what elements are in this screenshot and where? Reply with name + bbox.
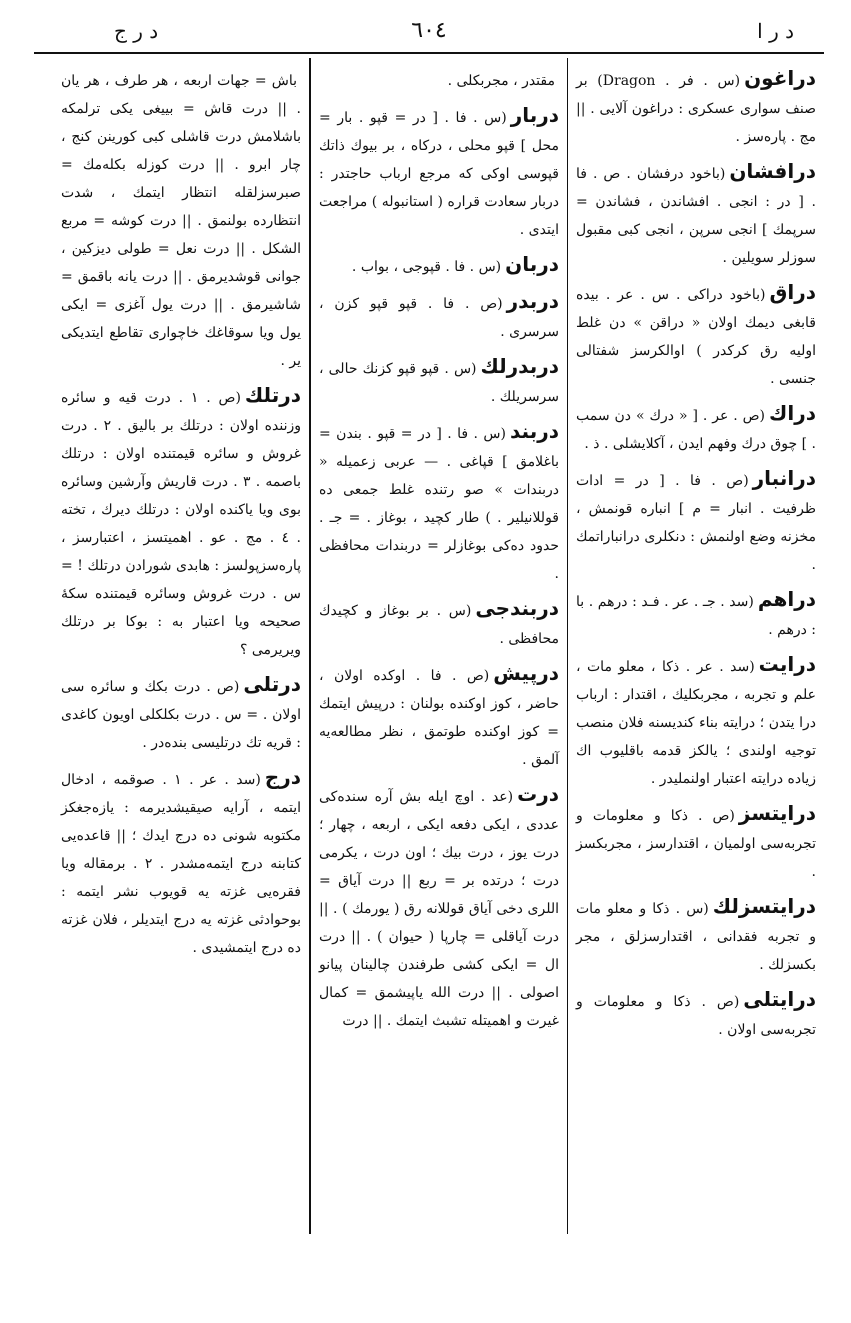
- header-rule: [34, 52, 824, 54]
- dictionary-entry: [576, 985, 816, 1044]
- dictionary-entry: [61, 64, 301, 375]
- entry-definition: (باخود دراکی . س . عر . بیده قابغی دیمك اولان « دراقن » دن غلط اولیه رق کرکدر ) اوالکرسز شفتالی جنسی .: [576, 287, 816, 387]
- dictionary-entry: [61, 670, 301, 757]
- dictionary-entry: [319, 64, 559, 95]
- dictionary-entry: [576, 464, 816, 579]
- entry-headword: درتلی: [243, 672, 301, 696]
- dictionary-entry: [319, 287, 559, 346]
- entry-definition: (س . فر . Dragon) بر صنف سواری عسکری : دراغون آلایی . || مج . پارەسز .: [576, 73, 816, 145]
- dictionary-entry: [576, 64, 816, 151]
- entry-definition: (س . فا . [ در = قپو . بندن = باغلامق ] قپاغی . — عربی زعمیله « دربندات » صو رتنده غلط جمعی ده قوللانیلیر . ) طار کچید ، بوغاز . = جـ . حدود دەکی بوغازلر = دربندات محافظی .: [319, 426, 559, 582]
- entry-definition: (س . بر بوغاز و کچیدك محافظی .: [319, 603, 559, 647]
- entry-headword: دربار: [510, 103, 559, 127]
- entry-definition: باش = جهات اربعه ، هر طرف ، هر یان . || درت قاش = بییغی یکی ترلمکه باشلامش درت قاشلی کبی کورینن کنج ، چار ابرو . || درت کوزله بکلەمك = صبرسزلقله انتظار ایتمك ، شدت انتظارده بولنمق . || درت کوشه = مربع الشکل . || درت نعل = طولی دیزکین ، جوانی قوشدیرمق . || درت یانه باقمق = شاشیرمق . || درت یول آغزی = ایکی یول ویا سوقاغك خاچواری تقاطع ایتدیکی یر .: [61, 73, 301, 369]
- dictionary-entry: [61, 763, 301, 962]
- entry-definition: (ص . فا . [ در = ادات ظرفیت . انبار = م ] انباره قونمش ، مخزنه وضع اولنمش : دنکلری درانباراتمك .: [576, 473, 816, 573]
- columns: [34, 58, 824, 1234]
- dictionary-entry: [576, 278, 816, 393]
- entry-headword: دربند: [509, 419, 559, 443]
- entry-headword: درت: [517, 782, 559, 806]
- dictionary-entry: [61, 381, 301, 664]
- dictionary-entry: [319, 780, 559, 1035]
- entry-definition: (ص . درت بکك و سائره سی اولان . = س . درت بکلكلی اویون کاغدی : قریه تك درتلیسی بندەدر .: [61, 679, 301, 751]
- entry-headword: درانبار: [752, 466, 816, 490]
- entry-headword: درایت: [758, 652, 816, 676]
- entry-headword: درایتلی: [743, 987, 816, 1011]
- entry-headword: دراهم: [757, 587, 816, 611]
- dictionary-entry: [576, 892, 816, 979]
- dictionary-entry: [319, 352, 559, 411]
- entry-definition: (عد . اوچ ایله بش آره سندەکی عددی ، ایکی دفعه ایکی ، اربعه ، چهار ؛ درت یوز ، درت بیك ؛ اون درت ، یکرمی درت ؛ درتده بر = ربع || درت آیاق = اللری دخی آیاق قوللانه رق ( یورمك ) . || درت آیاقلی = چارپا ( حیوان ) . || درت ال = ایکی کشی طرفندن چالینان پیانو اصولی . || درت الله یاپیشمق = کمال غیرت و اهمیتله تشبث ایتمك . || درت: [319, 789, 559, 1029]
- running-head-right: د ر ا: [757, 19, 794, 43]
- entry-definition: (س . فا . [ در = قپو . بار = محل ] قپو محلی ، درکاه ، بر بیوك ذاتك قپوسی اوکی که مرجع ارباب حاجتدر : دربار سعادت قراره ( استانبوله ) مراجعت ایتدی .: [319, 110, 559, 238]
- entry-headword: درج: [264, 765, 301, 789]
- entry-definition: (ص . فا . اوکده اولان ، حاضر ، کوز اوکنده بولنان : درپیش ایتمك = کوز اوکنده طوتمق ، نظر مطالعەیه آلمق .: [319, 668, 559, 768]
- dictionary-entry: [319, 659, 559, 774]
- column-right: [568, 58, 824, 1234]
- dictionary-entry: [319, 594, 559, 653]
- entry-definition: (ص . ذکا و معلومات و تجربەسی اولمیان ، اقتدارسز ، مجربکسز .: [576, 808, 816, 880]
- column-left: [53, 58, 309, 1234]
- dictionary-entry: [576, 585, 816, 644]
- entry-headword: درایتسزلك: [712, 894, 816, 918]
- entry-headword: دراك: [769, 401, 816, 425]
- entry-definition: (ص . ذکا و معلومات و تجربەسی اولان .: [576, 994, 816, 1038]
- entry-headword: دراغون: [744, 66, 816, 90]
- entry-definition: (سد . عر . ذکا ، معلو مات ، علم و تجربه ، مجربکلیك ، اقتدار : ارباب درا یتدن ؛ درایته بناء کندیسنه فلان منصب توجیه اولندی ؛ یالکز قدمه باقلیوب اك زیاده درایته اعتبار اولنملیدر .: [576, 659, 816, 787]
- entry-headword: درافشان: [729, 159, 816, 183]
- dictionary-entry: [576, 650, 816, 793]
- dictionary-entry: [319, 417, 559, 588]
- entry-definition: (س . فا . قپوجی ، بواب .: [351, 259, 502, 275]
- column-middle: [311, 58, 567, 1234]
- entry-headword: درایتسز: [738, 801, 816, 825]
- entry-definition: (ص . ١ . درت قیه و سائره وزننده اولان : درتلك بر بالیق . ٢ . درت غروش و سائره قیمتنده اولان : درتلك باصمه . ٣ . درت قاریش وآرشین وسائره بوی ویا یاکنده اولان : درتلك دیرك ، تخته . ٤ . مج . عو . اهمیتسز ، اعتبارسز ، پارەسزپولسز : هابدی شورادن درتلك ! = س . درت غروش وسائره قیمتنده سکۀ صحیحه ویا اعتبار به : بوکا بر درتلك ویریرمی ؟: [61, 390, 302, 658]
- dictionary-entry: [576, 399, 816, 458]
- entry-headword: درپیش: [493, 661, 559, 685]
- entry-headword: دربندجی: [475, 596, 559, 620]
- entry-headword: درتلك: [244, 383, 301, 407]
- entry-definition: (سد . جـ . عر . فـد : درهم . با : درهم .: [576, 594, 816, 638]
- entry-headword: دربان: [505, 252, 559, 276]
- entry-headword: دربدرلك: [480, 354, 559, 378]
- entry-definition: (س . ذکا و معلو مات و تجربه فقدانی ، اقتدارسزلق ، مجر بکسزلك .: [576, 901, 816, 973]
- entry-definition: (س . قپو قپو کزنك حالی ، سرسریلك .: [319, 361, 559, 405]
- page-number: ٦٠٤: [411, 18, 447, 43]
- entry-definition: (ص . عر . [ « درك » دن سمب . ] چوق درك وفهم ایدن ، آکلایشلی . ذ .: [576, 408, 816, 452]
- entry-definition: (ص . فا . قپو قپو کزن ، سرسری .: [319, 296, 559, 340]
- entry-headword: دربدر: [506, 289, 559, 313]
- dictionary-entry: [576, 157, 816, 272]
- running-head-left: د ر ج: [114, 19, 159, 43]
- entry-definition: (باخود درفشان . ص . فا . [ در : انجی . افشاندن ، فشاندن = سرپمك ] انجی سرپن ، انجی کبی مقبول سوزلر سویلین .: [576, 166, 816, 266]
- dictionary-page: [34, 14, 824, 1234]
- entry-definition: (سد . عر . ١ . صوقمه ، ادخال ایتمه ، آرایه صیقیشدیرمه : یازەجغکز مکتوبه شونی ده درج ایدك ؛ || قاعدەیی کتابنه درج ایتمەمشدر . ٢ . برمقاله ویا فقرەیی غزته یه قویوب نشر ایتمه : بوحوادثی غزته یه درج ایتدیلر ، فلان غزته ده درج ایتمشیدی .: [61, 772, 301, 956]
- entry-definition: مقتدر ، مجربکلی .: [447, 73, 555, 89]
- entry-headword: دراق: [769, 280, 816, 304]
- dictionary-entry: [576, 799, 816, 886]
- dictionary-entry: [319, 101, 559, 244]
- page-header: [34, 14, 824, 48]
- dictionary-entry: [319, 250, 559, 281]
